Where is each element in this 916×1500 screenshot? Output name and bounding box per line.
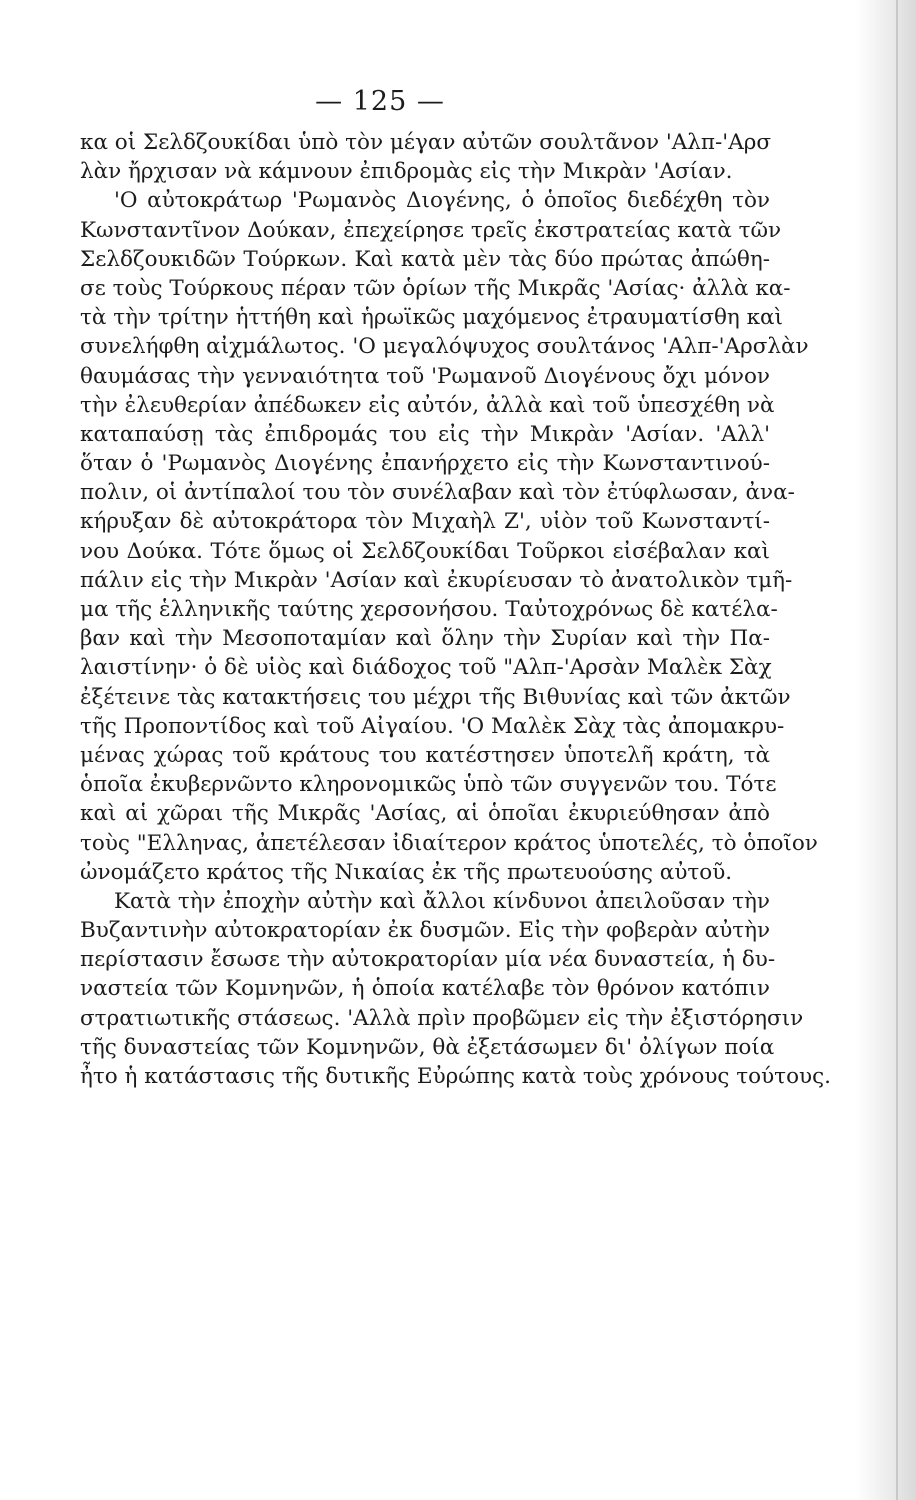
text-line: τοὺς "Ελληνας, ἀπετέλεσαν ἰδιαίτερον κράτος ὑποτελές, τὸ ὁποῖον — [80, 830, 818, 856]
text-line: λαιστίνην· ὁ δὲ υἱὸς καὶ διάδοχος τοῦ "Αλπ-'Αρσὰν Μαλὲκ Σὰχ — [80, 655, 772, 681]
text-line: μα τῆς ἑλληνικῆς ταύτης χερσονήσου. Ταὐτοχρόνως δὲ κατέλα- — [80, 597, 778, 622]
text-line: ναστεία τῶν Κομνηνῶν, ἡ ὁποία κατέλαβε τὸν θρόνον κατόπιν — [80, 976, 770, 1002]
text-line: πολιν, οἱ ἀντίπαλοί του τὸν συνέλαβαν καὶ τὸν ἐτύφλωσαν, ἀνα- — [80, 480, 795, 506]
text-line: ἐξέτεινε τὰς κατακτήσεις του μέχρι τῆς Βιθυνίας καὶ τῶν ἀκτῶν — [80, 684, 791, 710]
text-line: Κατὰ τὴν ἐποχὴν αὐτὴν καὶ ἄλλοι κίνδυνοι ἀπειλοῦσαν τὴν — [114, 888, 770, 914]
page-number: — 125 — — [315, 86, 445, 117]
text-line: κήρυξαν δὲ αὐτοκράτορα τὸν Μιχαὴλ Ζ', υἱὸν τοῦ Κωνσταντί- — [80, 509, 770, 535]
text-line: Κωνσταντῖνον Δούκαν, ἐπεχείρησε τρεῖς ἐκστρατείας κατὰ τῶν — [80, 217, 782, 243]
text-line: συνελήφθη αἰχμάλωτος. 'Ο μεγαλόψυχος σουλτάνος 'Αλπ-'Αρσλὰν — [80, 334, 809, 360]
text-line: ὠνομάζετο κράτος τῆς Νικαίας ἐκ τῆς πρωτευούσης αὐτοῦ. — [80, 859, 733, 885]
text-line: τὰ τὴν τρίτην ἡττήθη καὶ ἡρωϊκῶς μαχόμενος ἐτραυματίσθη καὶ — [80, 305, 783, 331]
text-line: Σελδζουκιδῶν Τούρκων. Καὶ κατὰ μὲν τὰς δύο πρώτας ἀπώθη- — [80, 246, 770, 272]
text-line: σε τοὺς Τούρκους πέραν τῶν ὁρίων τῆς Μικρᾶς 'Ασίας· ἀλλὰ κα- — [80, 275, 791, 301]
text-line: τῆς Προποντίδος καὶ τοῦ Αἰγαίου. 'Ο Μαλὲκ Σὰχ τὰς ἀπομακρυ- — [80, 713, 785, 739]
page-edge-line — [896, 0, 898, 1500]
text-line: Βυζαντινὴν αὐτοκρατορίαν ἐκ δυσμῶν. Εἰς τὴν φοβερὰν αὐτὴν — [80, 918, 771, 944]
body-text — [80, 128, 831, 1091]
text-line: τῆς δυναστείας τῶν Κομνηνῶν, θὰ ἐξετάσωμεν δι' ὀλίγων ποία — [80, 1034, 775, 1060]
text-line: μένας χώρας τοῦ κράτους του κατέστησεν ὑποτελῆ κράτη, τὰ — [80, 742, 770, 768]
text-line: στρατιωτικῆς στάσεως. 'Αλλὰ πρὶν προβῶμεν εἰς τὴν ἐξιστόρησιν — [80, 1005, 804, 1031]
page-edge-shadow — [856, 0, 916, 1500]
text-line: ὁποῖα ἐκυβερνῶντο κληρονομικῶς ὑπὸ τῶν συγγενῶν του. Τότε — [80, 772, 777, 798]
text-line: νου Δούκα. Τότε ὅμως οἱ Σελδζουκίδαι Τοῦρκοι εἰσέβαλαν καὶ — [80, 538, 770, 564]
text-line: κα οἱ Σελδζουκίδαι ὑπὸ τὸν μέγαν αὐτῶν σουλτᾶνον 'Αλπ-'Αρσ — [80, 130, 772, 155]
text-line: ἦτο ἡ κατάστασις τῆς δυτικῆς Εὐρώπης κατὰ τοὺς χρόνους τούτους. — [80, 1064, 831, 1089]
text-line: καὶ αἱ χῶραι τῆς Μικρᾶς 'Ασίας, αἱ ὁποῖαι ἐκυριεύθησαν ἀπὸ — [80, 801, 770, 827]
text-line: περίστασιν ἔσωσε τὴν αὐτοκρατορίαν μία νέα δυναστεία, ἡ δυ- — [80, 947, 776, 973]
text-line: βαν καὶ τὴν Μεσοποταμίαν καὶ ὅλην τὴν Συρίαν καὶ τὴν Πα- — [80, 626, 770, 652]
text-line: θαυμάσας τὴν γενναιότητα τοῦ 'Ρωμανοῦ Διογένους ὄχι μόνον — [80, 363, 770, 389]
text-line: πάλιν εἰς τὴν Μικρὰν 'Ασίαν καὶ ἐκυρίευσαν τὸ ἀνατολικὸν τμῆ- — [80, 567, 793, 593]
text-line: ὅταν ὁ 'Ρωμανὸς Διογένης ἐπανήρχετο εἰς τὴν Κωνσταντινού- — [80, 451, 770, 477]
text-line: 'Ο αὐτοκράτωρ 'Ρωμανὸς Διογένης, ὁ ὁποῖος διεδέχθη τὸν — [114, 188, 770, 214]
text-line: λὰν ἤρχισαν νὰ κάμνουν ἐπιδρομὰς εἰς τὴν Μικρὰν 'Ασίαν. — [80, 159, 733, 185]
text-line: καταπαύσῃ τὰς ἐπιδρομάς του εἰς τὴν Μικρὰν 'Ασίαν. 'Αλλ' — [80, 421, 770, 447]
text-line: τὴν ἐλευθερίαν ἀπέδωκεν εἰς αὐτόν, ἀλλὰ καὶ τοῦ ὑπεσχέθη νὰ — [80, 392, 775, 418]
